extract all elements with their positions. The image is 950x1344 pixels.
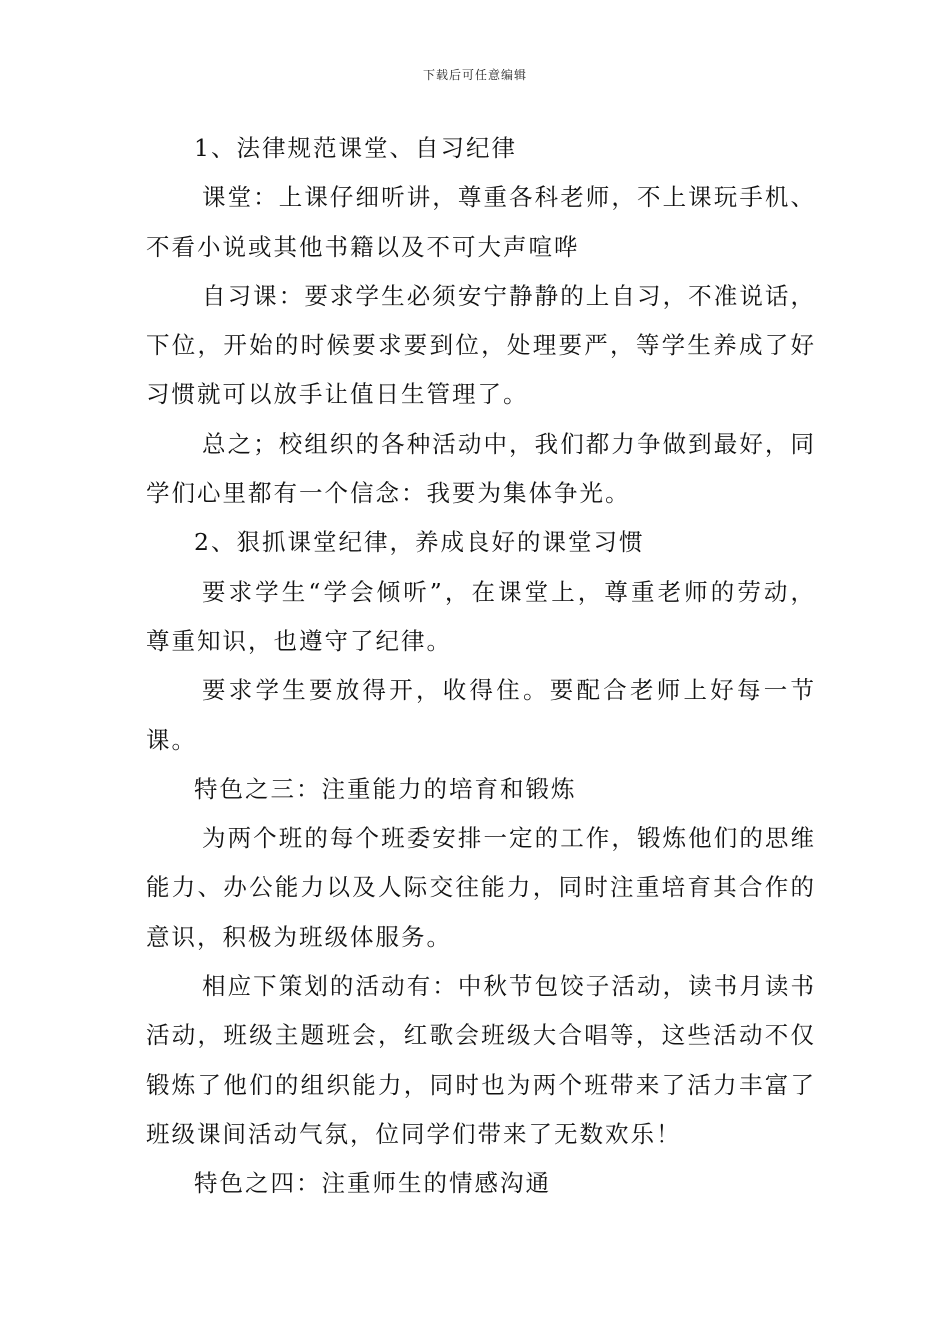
document-body — [146, 124, 816, 1209]
section-heading: 2、狠抓课堂纪律，养成良好的课堂习惯 — [194, 528, 645, 557]
paragraph: 总之；校组织的各种活动中，我们都力争做到最好，同学们心里都有一个信念：我要为集体争光。 — [146, 429, 816, 508]
page-header: 下载后可任意编辑 — [422, 68, 527, 82]
paragraph: 课堂：上课仔细听讲，尊重各科老师，不上课玩手机、不看小说或其他书籍以及不可大声喧哗 — [146, 183, 816, 261]
section-heading: 特色之三：注重能力的培育和锻炼 — [194, 774, 577, 803]
paragraph: 自习课：要求学生必须安宁静静的上自习，不准说话，下位，开始的时候要求要到位，处理要严，等学生养成了好习惯就可以放手让值日生管理了。 — [146, 281, 816, 409]
section-heading: 1、法律规范课堂、自习纪律 — [194, 134, 517, 162]
paragraph: 要求学生“学会倾听”，在课堂上，尊重老师的劳动，尊重知识，也遵守了纪律。 — [146, 577, 816, 655]
section-heading: 特色之四：注重师生的情感沟通 — [194, 1169, 551, 1198]
paragraph: 要求学生要放得开，收得住。要配合老师上好每一节课。 — [146, 676, 816, 754]
paragraph: 为两个班的每个班委安排一定的工作，锻炼他们的思维能力、办公能力以及人际交往能力，同时注重培育其合作的意识，积极为班级体服务。 — [146, 824, 816, 951]
paragraph: 相应下策划的活动有：中秋节包饺子活动，读书月读书活动，班级主题班会，红歌会班级大合唱等，这些活动不仅锻炼了他们的组织能力，同时也为两个班带来了活力丰富了班级课间活动气氛，位同学们带来了无数欢乐！ — [146, 972, 816, 1148]
